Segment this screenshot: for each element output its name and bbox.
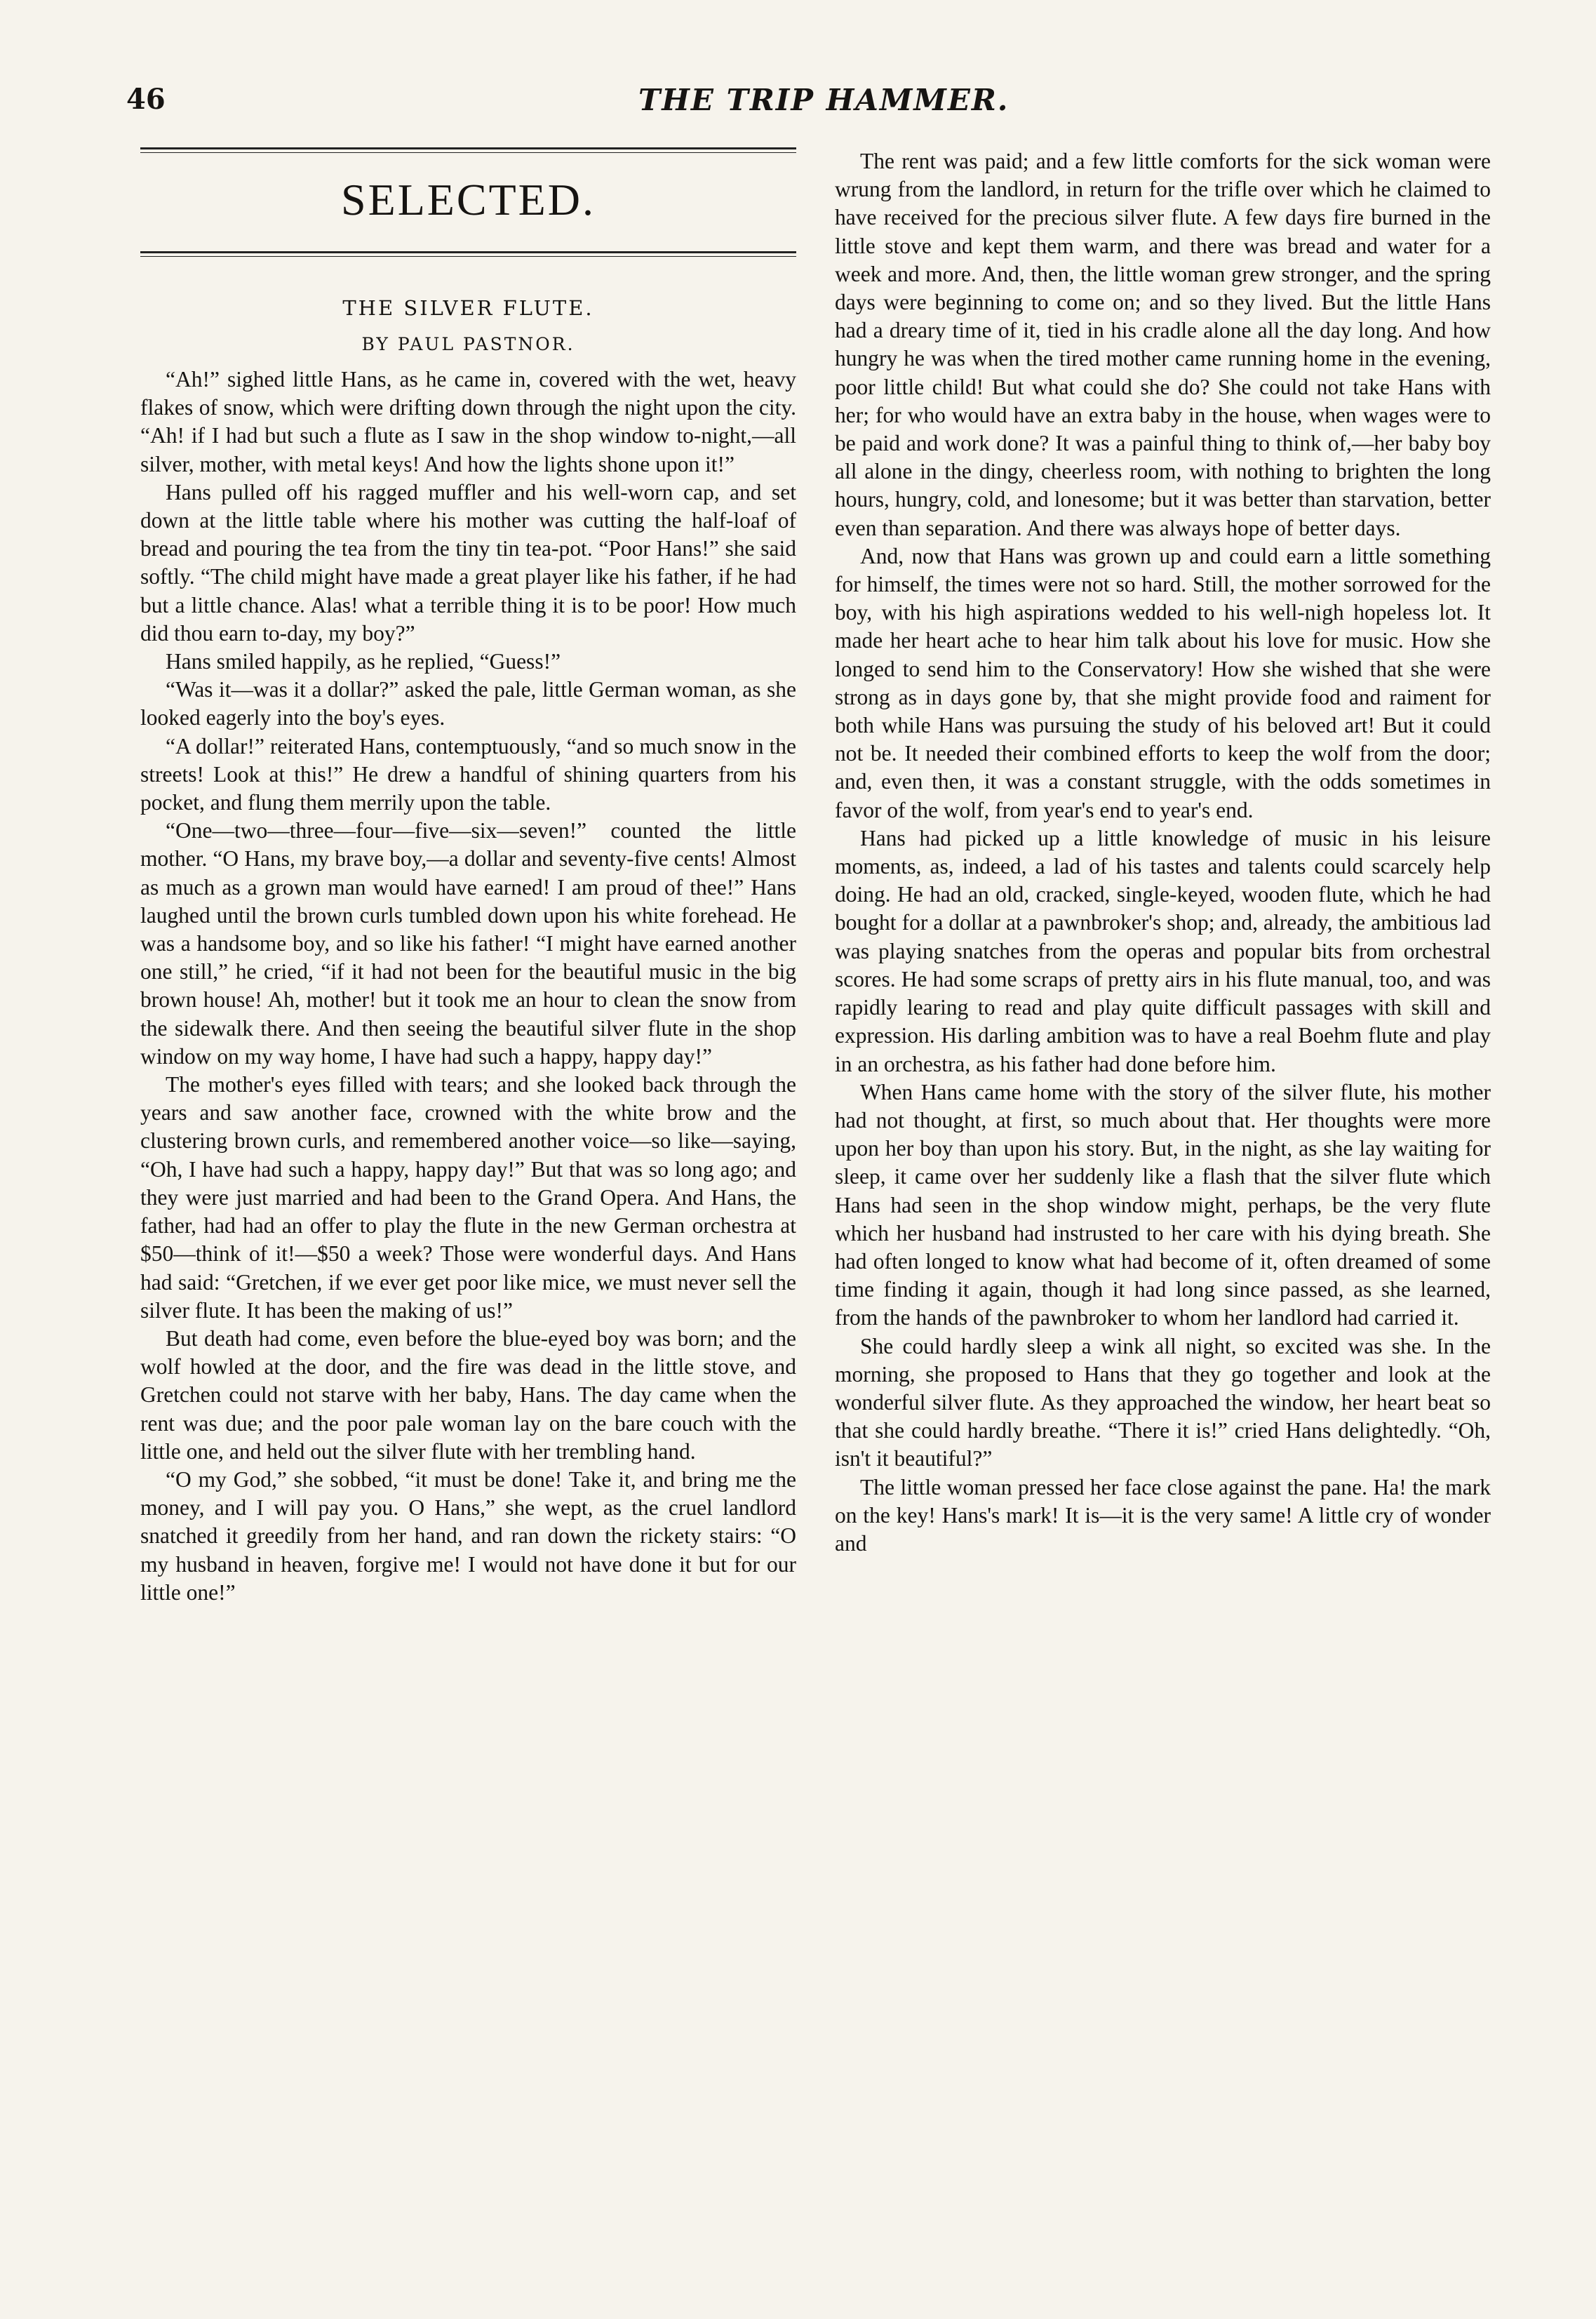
paragraph: “One—two—three—four—five—six—seven!” counted the little mother. “O Hans, my brave boy,—a dollar and seventy-five cents! Almost as much as a grown man would have earned! I am proud of thee!” Hans laughed until the brown curls tumbled down upon his white forehead. He was a handsome boy, and so like his father! “I might have earned another one still,” he cried, “if it had not been for the beautiful music in the big brown house! Ah, mother! but it took me an hour to clean the snow from the sidewalk there. And then seeing the beautiful silver flute in the shop window on my way home, I have had such a happy, happy day!” <box>140 818 796 1069</box>
right-column <box>835 147 1491 1558</box>
story-title: THE SILVER FLUTE. <box>342 296 594 320</box>
paragraph: When Hans came home with the story of the silver flute, his mother had not thought, at first, so much about that. Her thoughts were more upon her boy than upon his story. But, in the night, as she lay waiting for sleep, it came over her suddenly like a flash that the silver flute which Hans had seen in the shop window might, perhaps, be the very flute which her husband had instrusted to her care with his dying breath. She had often longed to know what had become of it, often dreamed of some time finding it again, though it had long since passed, as she learned, from the hands of the pawnbroker to whom her landlord had carried it. <box>835 1079 1491 1330</box>
paragraph: Hans smiled happily, as he replied, “Guess!” <box>166 649 561 674</box>
paragraph: “A dollar!” reiterated Hans, contemptuously, “and so much snow in the streets! Look at this!” He drew a handful of shining quarters from his pocket, and flung them merrily upon the table. <box>140 733 796 815</box>
section-rule-top <box>140 147 796 149</box>
byline: BY PAUL PASTNOR. <box>361 334 575 354</box>
paragraph: The little woman pressed her face close against the pane. Ha! the mark on the key! Hans's mark! It is—it is the very same! A little cry of wonder and <box>835 1474 1491 1556</box>
paragraph: “O my God,” she sobbed, “it must be done! Take it, and bring me the money, and I will pay you. O Hans,” she wept, as the cruel landlord snatched it greedily from her hand, and ran down the rickety stairs: “O my husband in heaven, forgive me! I would not have done it but for our little one!” <box>140 1466 796 1605</box>
paragraph: “Ah!” sighed little Hans, as he came in, covered with the wet, heavy flakes of snow, which were drifting down through the night upon the city. “Ah! if I had but such a flute as I saw in the shop window to-night,—all silver, mother, with metal keys! And how the lights shone upon it!” <box>140 367 796 476</box>
section-rule-bottom-thin <box>140 256 796 257</box>
paragraph: Hans pulled off his ragged muffler and his well-worn cap, and set down at the little table where his mother was cutting the half-loaf of bread and pouring the tea from the tiny tin tea-pot. “Poor Hans!” she said softly. “The child might have made a great player like his father, if he had but a little chance. Alas! what a terrible thing it is to be poor! How much did thou earn to-day, my boy?” <box>140 479 796 646</box>
left-column <box>140 147 796 1607</box>
paragraph: But death had come, even before the blue-eyed boy was born; and the wolf howled at the door, and the fire was dead in the little stove, and Gretchen could not starve with her baby, Hans. The day came when the rent was due; and the poor pale woman lay on the bare couch with the little one, and held out the silver flute with her trembling hand. <box>140 1325 796 1464</box>
paragraph: And, now that Hans was grown up and could earn a little something for himself, the times were not so hard. Still, the mother sorrowed for the boy, with his high aspirations wedded to his well-nigh hopeless lot. It made her heart ache to hear him talk about his love for music. How she longed to send him to the Conservatory! How she wished that she were strong as in days gone by, that she might provide food and raiment for both while Hans was pursuing the study of his beloved art! But it could not be. It needed their combined efforts to keep the wolf from the door; and, even then, it was a constant struggle, with the odds sometimes in favor of the wolf, from year's end to year's end. <box>835 543 1491 822</box>
section-title: SELECTED. <box>341 175 596 225</box>
paragraph: Hans had picked up a little knowledge of music in his leisure moments, as, indeed, a lad of his tastes and talents could scarcely help doing. He had an old, cracked, single-keyed, wooden flute, which he had bought for a dollar at a pawnbroker's shop; and, already, the ambitious lad was playing snatches from the operas and popular bits from orchestral scores. He had some scraps of pretty airs in his flute manual, too, and was rapidly learing to read and play quite difficult passages with skill and expression. His darling ambition was to have a real Boehm flute and play in an orchestra, as his father had done before him. <box>835 825 1491 1076</box>
page-header <box>126 83 1501 125</box>
paragraph: “Was it—was it a dollar?” asked the pale, little German woman, as she looked eagerly into the boy's eyes. <box>140 677 796 730</box>
section-rule-bottom <box>140 251 796 253</box>
running-title: THE TRIP HAMMER. <box>638 83 1010 117</box>
paragraph: The rent was paid; and a few little comforts for the sick woman were wrung from the landlord, in return for the trifle over which he claimed to have received for the precious silver flute. A few days fire burned in the little stove and kept them warm, and there was bread and water for a week and more. And, then, the little woman grew stronger, and the spring days were beginning to come on; and so they lived. But the little Hans had a dreary time of it, tied in his cradle alone all the day long. And how hungry he was when the tired mother came running home in the evening, poor little child! But what could she do? She could not take Hans with her; for who would have an extra baby in the house, when wages were to be paid and work done? It was a painful thing to think of,—her baby boy all alone in the dingy, cheerless room, with nothing to brighten the long hours, hungry, cold, and lonesome; but it was better than starvation, better even than separation. And there was always hope of better days. <box>835 149 1491 540</box>
paragraph: The mother's eyes filled with tears; and she looked back through the years and saw another face, crowned with the white brow and the clustering brown curls, and remembered another voice—so like—saying, “Oh, I have had such a happy, happy day!” But that was so long ago; and they were just married and had been to the Grand Opera. And Hans, the father, had had an offer to play the flute in the new German orchestra at $50—think of it!—$50 a week? Those were wonderful days. And Hans had said: “Gretchen, if we ever get poor like mice, we must never sell the silver flute. It has been the making of us!” <box>140 1072 796 1323</box>
page-number: 46 <box>126 83 166 116</box>
paragraph: She could hardly sleep a wink all night, so excited was she. In the morning, she proposed to Hans that they go together and look at the wonderful silver flute. As they approached the window, her heart beat so that she could hardly breathe. “There it is!” cried Hans delightedly. “Oh, isn't it beautiful?” <box>835 1333 1491 1471</box>
